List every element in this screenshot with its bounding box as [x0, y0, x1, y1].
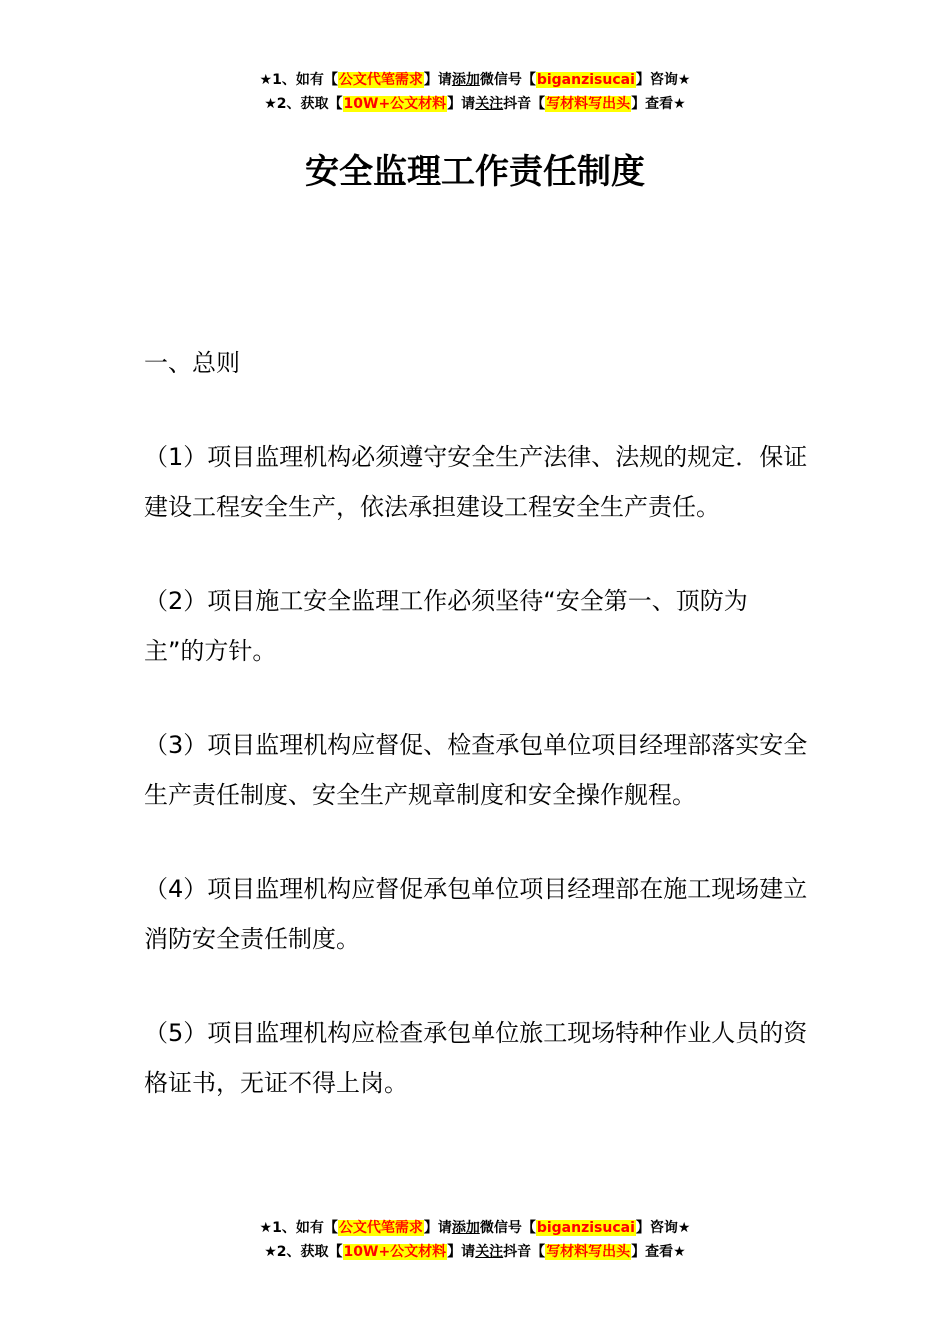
document-body [144, 338, 808, 1152]
banner-highlight: biganzisucai [536, 1220, 635, 1236]
paragraph-4: （4）项目监理机构应督促承包单位项目经理部在施工现场建立消防安全责任制度。 [144, 875, 808, 953]
banner-line-1 [0, 68, 950, 92]
banner-highlight: 写材料写出头 [546, 1244, 631, 1260]
banner-line-2 [0, 1240, 950, 1264]
section-heading: 一、总则 [144, 349, 240, 377]
banner-text: 微信号【 [479, 72, 536, 88]
banner-line-2 [0, 92, 950, 116]
banner-highlight: 公文代笔需求 [338, 1220, 423, 1236]
paragraph-2: （2）项目施工安全监理工作必须坚待“安全第一、顶防为主”的方针。 [144, 587, 748, 665]
banner-underlined-text: 添加 [451, 72, 480, 88]
paragraph-5: （5）项目监理机构应检查承包单位旅工现场特种作业人员的资格证书，无证不得上岗。 [144, 1019, 808, 1097]
banner-text: 】查看★ [631, 96, 686, 112]
banner-underlined-text: 关注 [475, 96, 504, 112]
banner-text: 抖音【 [503, 1244, 546, 1260]
banner-highlight: 写材料写出头 [546, 96, 631, 112]
banner-highlight: 公文代笔需求 [338, 72, 423, 88]
banner-text: 】咨询★ [635, 72, 691, 88]
paragraph-1: （1）项目监理机构必须遵守安全生产法律、法规的规定．保证建设工程安全生产，依法承担建设工程安全生产责任。 [144, 443, 808, 521]
banner-text: 抖音【 [503, 96, 546, 112]
banner-text: ★2、获取【 [264, 96, 343, 112]
banner-text: ★1、如有【 [259, 1220, 338, 1236]
banner-underlined-text: 关注 [475, 1244, 504, 1260]
banner-text: 微信号【 [479, 1220, 536, 1236]
banner-line-1 [0, 1216, 950, 1240]
banner-underlined-text: 添加 [451, 1220, 480, 1236]
banner-text: ★2、获取【 [264, 1244, 343, 1260]
top-banner [0, 68, 950, 116]
banner-text: 】请 [447, 1244, 476, 1260]
banner-highlight: biganzisucai [536, 72, 635, 88]
banner-text: 】请 [447, 96, 476, 112]
banner-text: 】咨询★ [635, 1220, 691, 1236]
document-title: 安全监理工作责任制度 [305, 152, 645, 192]
banner-highlight: 10W+公文材料 [343, 96, 447, 112]
banner-text: 】查看★ [631, 1244, 686, 1260]
bottom-banner [0, 1216, 950, 1264]
banner-text: 】请 [423, 1220, 452, 1236]
paragraph-3: （3）项目监理机构应督促、检查承包单位项目经理部落实安全生产责任制度、安全生产规章制度和安全操作舰程。 [144, 731, 808, 809]
banner-text: ★1、如有【 [259, 72, 338, 88]
banner-text: 】请 [423, 72, 452, 88]
banner-highlight: 10W+公文材料 [343, 1244, 447, 1260]
